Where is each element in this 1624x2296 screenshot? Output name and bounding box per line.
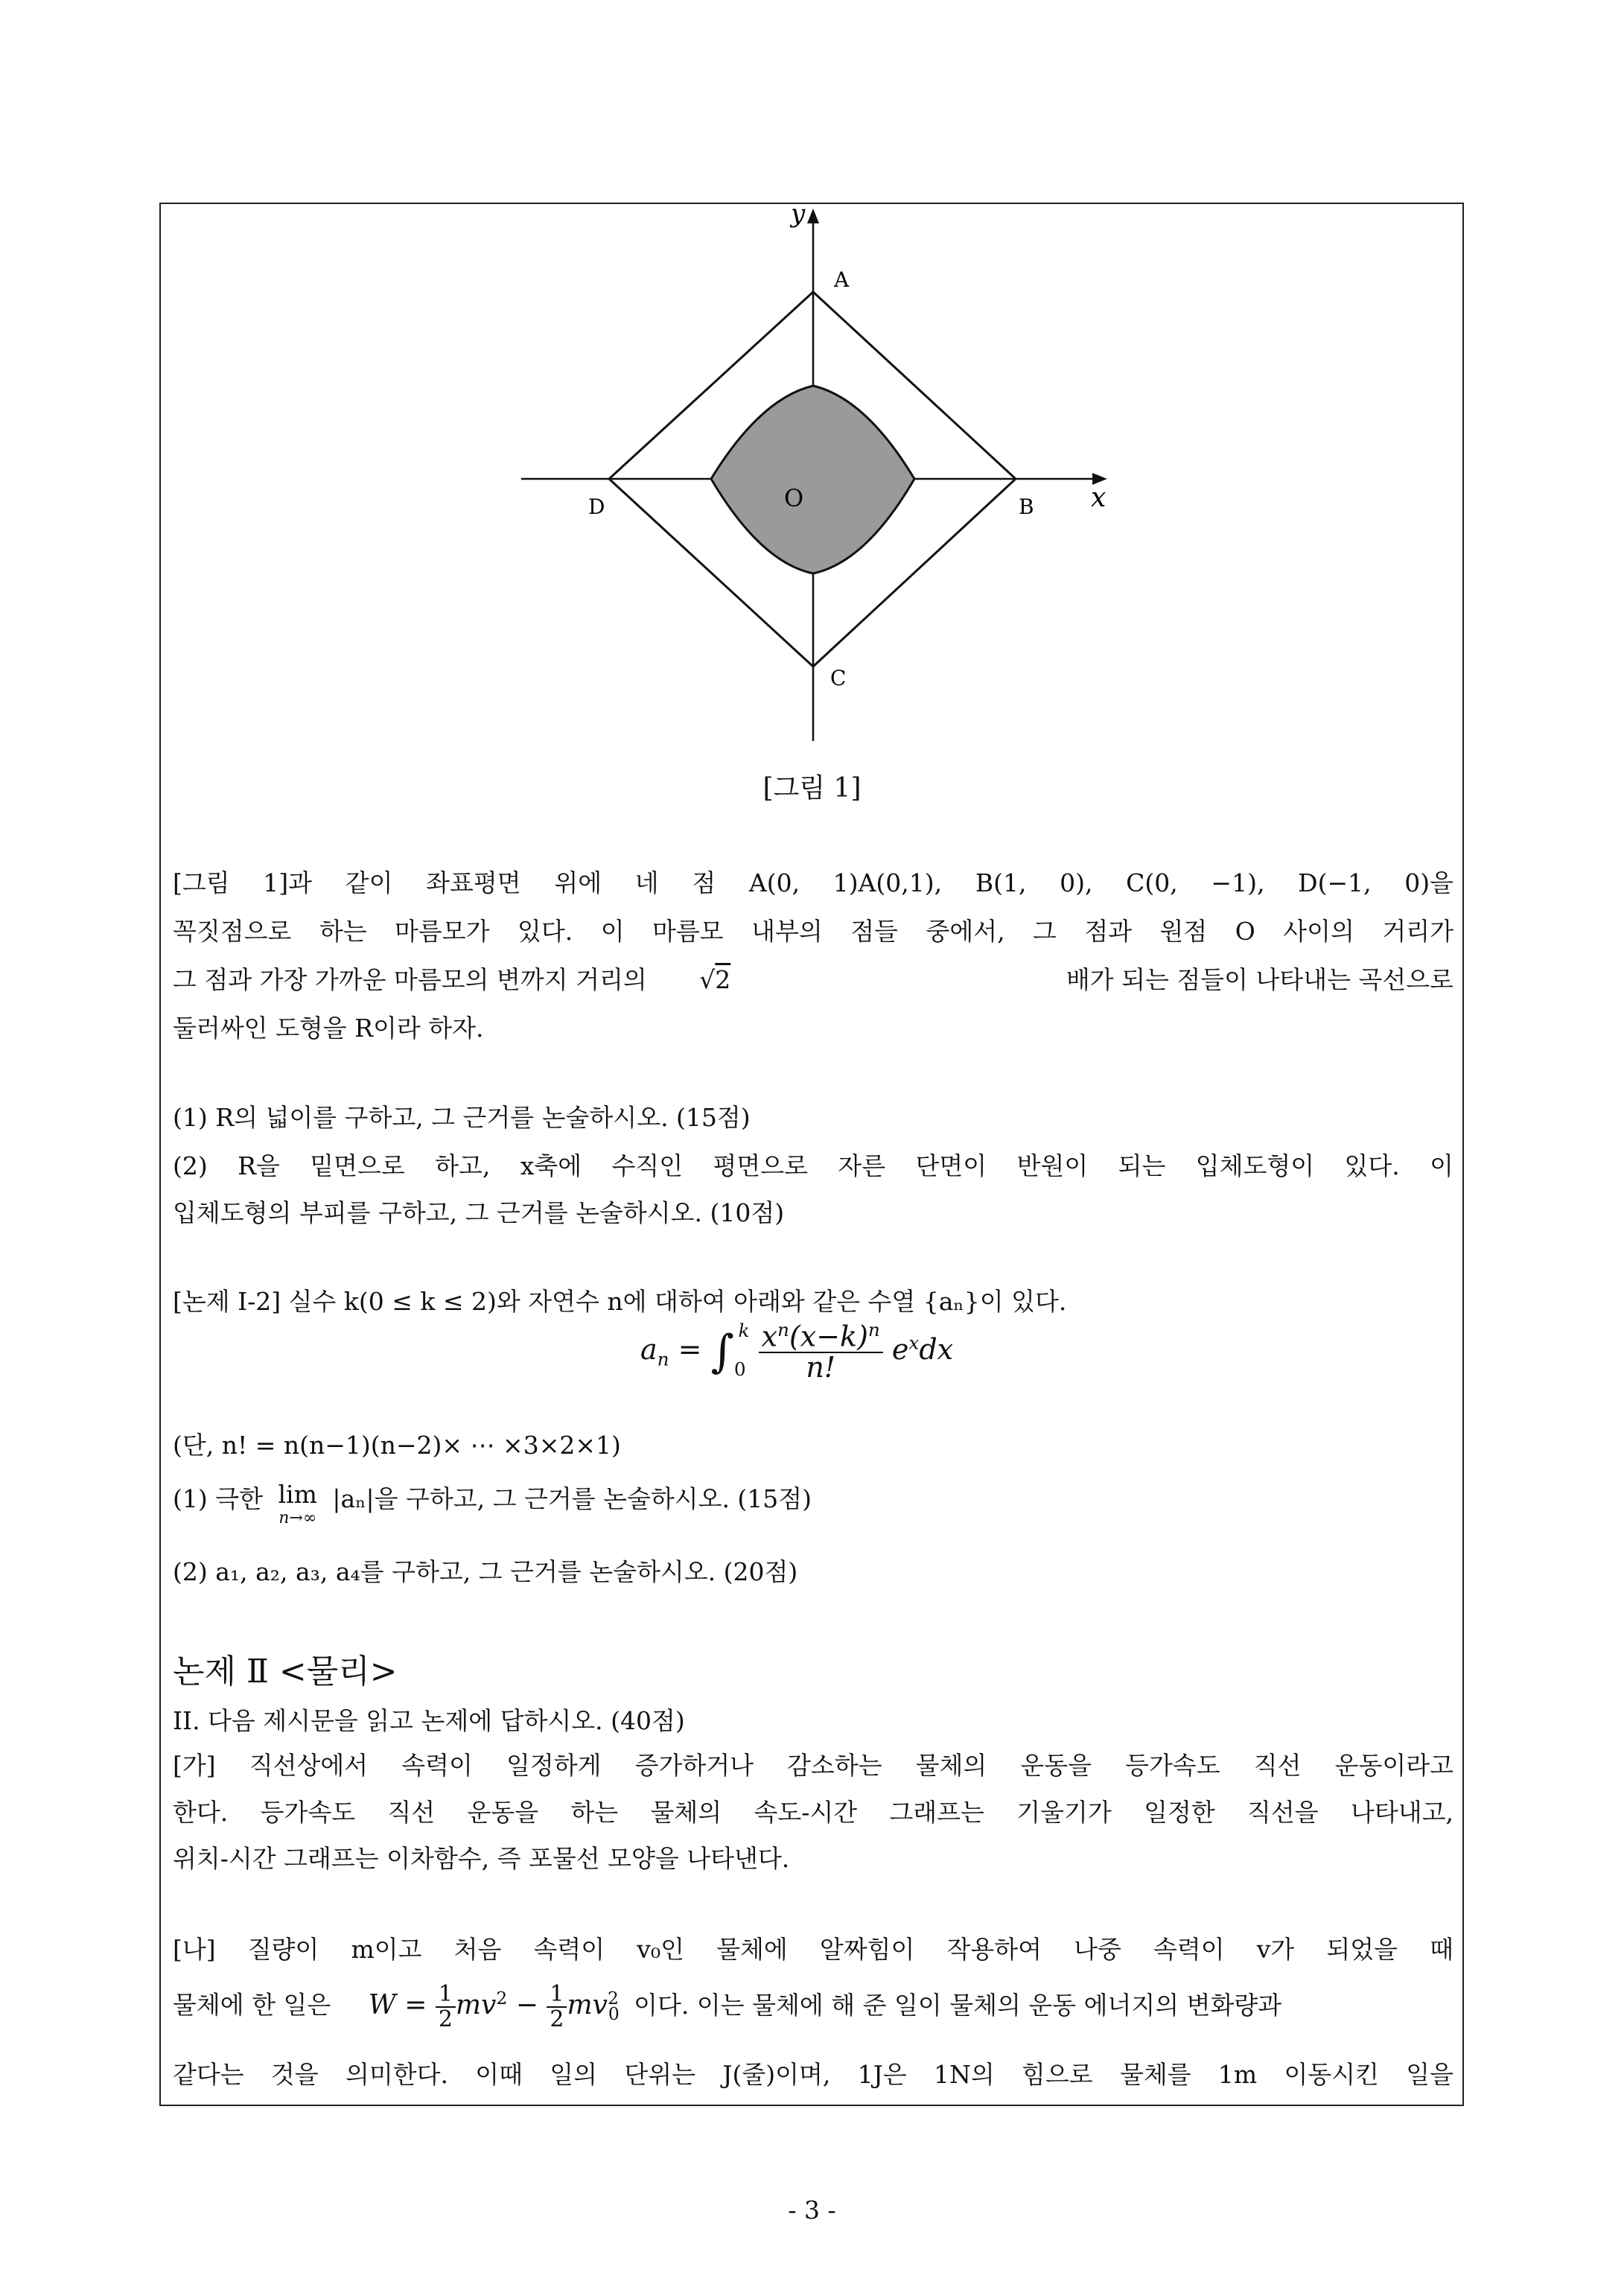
p1-line4: 둘러싸인 도형을 R이라 하자. xyxy=(173,1014,484,1043)
limit-symbol: lim n→∞ xyxy=(278,1480,317,1527)
label-B: B xyxy=(1019,495,1034,519)
ga-line3: 위치-시간 그래프는 이차함수, 즉 포물선 모양을 나타낸다. xyxy=(173,1844,790,1873)
y-axis-arrow xyxy=(807,209,819,223)
na-line3: 같다는 것을 의미한다. 이때 일의 단위는 J(줄)이며, 1J은 1N의 힘으로 물체를 1m 이동시킨 일을 xyxy=(173,2060,1453,2089)
p1-q2a: (2) R을 밑면으로 하고, x축에 수직인 평면으로 자른 단면이 반원이 되는 입체도형이 있다. 이 xyxy=(173,1151,1453,1180)
p2-q1-suffix: |aₙ|을 구하고, 그 근거를 논술하시오. (15점) xyxy=(332,1484,812,1513)
label-D: D xyxy=(588,495,605,519)
p1-line3a: 그 점과 가장 가까운 마름모의 변까지 거리의 xyxy=(173,965,647,994)
sqrt-symbol: √2 xyxy=(699,965,731,994)
p2-q1 xyxy=(173,1480,812,1527)
ga-line2: 한다. 등가속도 직선 운동을 하는 물체의 속도-시간 그래프는 기울기가 일정한 직선을 나타내고, xyxy=(173,1798,1453,1827)
p2-note: (단, n! = n(n−1)(n−2)× ⋯ ×3×2×1) xyxy=(173,1431,621,1460)
label-x: x xyxy=(1091,483,1106,513)
p1-line3 xyxy=(173,961,1453,996)
na-line1: [나] 질량이 m이고 처음 속력이 v₀인 물체에 알짜힘이 작용하여 나중 속력이 v가 되었을 때 xyxy=(173,1935,1453,1964)
p1-line1: [그림 1]과 같이 좌표평면 위에 네 점 A(0, 1)A(0,1), B(1, 0), C(0, −1), D(−1, 0)을 xyxy=(173,868,1453,897)
label-O: O xyxy=(784,484,804,512)
label-A: A xyxy=(834,267,850,292)
region-R xyxy=(711,386,914,573)
p2-q1-prefix: (1) 극한 xyxy=(173,1484,263,1513)
na-line2 xyxy=(173,1982,1453,2031)
work-formula: W = $\frac{1}{2}$ $mv^2$ − $\frac{1}{2}$ $mv^2_0$ xyxy=(368,1981,620,2032)
integral-equation: $a_n = \int_0^k$ $\frac{x^n(x-k)^n}{n!}$ $e^xdx$ xyxy=(640,1318,954,1384)
figure-rhombus xyxy=(0,0,1624,819)
ga-line1: [가] 직선상에서 속력이 일정하게 증가하거나 감소하는 물체의 운동을 등가속도 직선 운동이라고 xyxy=(173,1751,1453,1780)
na-line2a: 물체에 한 일은 xyxy=(173,1990,331,2020)
section-instruction: II. 다음 제시문을 읽고 논제에 답하시오. (40점) xyxy=(173,1706,685,1735)
p1-line3b: 배가 되는 점들이 나타내는 곡선으로 xyxy=(1066,965,1453,994)
p2-intro: [논제 I-2] 실수 k(0 ≤ k ≤ 2)와 자연수 n에 대하여 아래와 같은 수열 {aₙ}이 있다. xyxy=(173,1287,1067,1316)
p1-q1: (1) R의 넓이를 구하고, 그 근거를 논술하시오. (15점) xyxy=(173,1103,751,1132)
label-y: y xyxy=(791,199,806,229)
page-number: - 3 - xyxy=(788,2195,836,2225)
na-line2b: 이다. 이는 물체에 해 준 일이 물체의 운동 에너지의 변화량과 xyxy=(634,1990,1282,2020)
label-C: C xyxy=(830,666,847,690)
p1-line2: 꼭짓점으로 하는 마름모가 있다. 이 마름모 내부의 점들 중에서, 그 점과 원점 O 사이의 거리가 xyxy=(173,917,1453,946)
p1-q2b: 입체도형의 부피를 구하고, 그 근거를 논술하시오. (10점) xyxy=(173,1198,785,1227)
section-title: 논제 Ⅱ <물리> xyxy=(173,1653,398,1691)
figure-caption: [그림 1] xyxy=(762,773,862,804)
p2-q2: (2) a₁, a₂, a₃, a₄를 구하고, 그 근거를 논술하시오. (20점) xyxy=(173,1557,798,1586)
